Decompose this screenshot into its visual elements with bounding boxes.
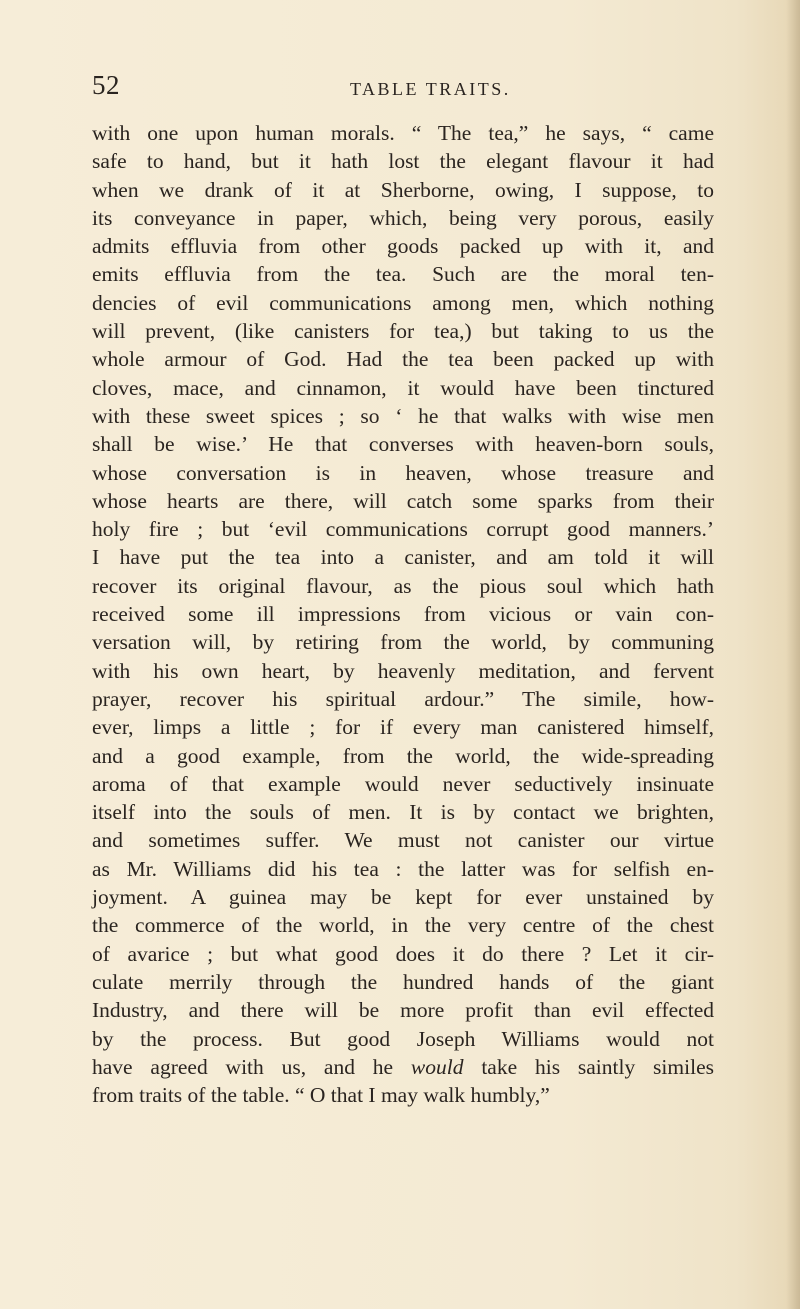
body-text [92, 119, 714, 1109]
text-line: shall be wise.’ He that converses with heaven-born souls, [92, 432, 714, 457]
text-line: whole armour of God. Had the tea been packed up with [92, 347, 714, 372]
text-line: recover its original flavour, as the pious soul which hath [92, 573, 714, 598]
text-line: with his own heart, by heavenly meditation, and fervent [92, 658, 714, 683]
text-line: from traits of the table. “ O that I may walk humbly,” [92, 1083, 550, 1108]
text-line: Industry, and there will be more profit than evil effected [92, 998, 714, 1023]
running-head: TABLE TRAITS. [350, 79, 511, 99]
text-line: with one upon human morals. “ The tea,” he says, “ came [92, 121, 714, 145]
text-line: when we drank of it at Sherborne, owing, I suppose, to [92, 177, 714, 202]
text-line: emits effluvia from the tea. Such are the moral ten- [92, 262, 714, 287]
text-line: whose hearts are there, will catch some sparks from their [92, 488, 714, 513]
text-line: its conveyance in paper, which, being very porous, easily [92, 205, 714, 230]
text-line: with these sweet spices ; so ‘ he that walks with wise men [92, 403, 714, 428]
text-line: aroma of that example would never seductively insinuate [92, 771, 714, 796]
text-line: whose conversation is in heaven, whose treasure and [92, 460, 714, 485]
text-line: as Mr. Williams did his tea : the latter was for selfish en- [92, 856, 714, 881]
text-line: and a good example, from the world, the wide-spreading [92, 743, 714, 768]
text-line: versation will, by retiring from the world, by communing [92, 630, 714, 655]
text-line: by the process. But good Joseph Williams would not [92, 1026, 714, 1051]
text-line: admits effluvia from other goods packed up with it, and [92, 234, 714, 259]
text-line: culate merrily through the hundred hands of the giant [92, 969, 714, 994]
text-line: of avarice ; but what good does it do there ? Let it cir- [92, 941, 714, 966]
text-line: and sometimes suffer. We must not canister our virtue [92, 828, 714, 853]
text-line: safe to hand, but it hath lost the elegant flavour it had [92, 149, 714, 174]
page-header [92, 70, 692, 110]
text-line: I have put the tea into a canister, and am told it will [92, 545, 714, 570]
text-line: ever, limps a little ; for if every man canistered himself, [92, 715, 714, 740]
text-line: the commerce of the world, in the very centre of the chest [92, 913, 714, 938]
text-line: received some ill impressions from vicious or vain con- [92, 602, 714, 627]
text-line: joyment. A guinea may be kept for ever unstained by [92, 885, 714, 910]
page-number: 52 [92, 70, 120, 100]
text-line: prayer, recover his spiritual ardour.” The simile, how- [92, 686, 714, 711]
text-line: cloves, mace, and cinnamon, it would have been tinctured [92, 375, 714, 400]
text-line: will prevent, (like canisters for tea,) but taking to us the [92, 319, 714, 344]
text-line: itself into the souls of men. It is by contact we brighten, [92, 800, 714, 825]
text-line: dencies of evil communications among men, which nothing [92, 290, 714, 315]
page-edge-shadow [786, 0, 800, 1309]
emphasized-word: would [410, 1054, 464, 1079]
text-line: holy fire ; but ‘evil communications corrupt good manners.’ [92, 517, 714, 542]
text-line: have agreed with us, and he would take his saintly similes [92, 1054, 714, 1079]
